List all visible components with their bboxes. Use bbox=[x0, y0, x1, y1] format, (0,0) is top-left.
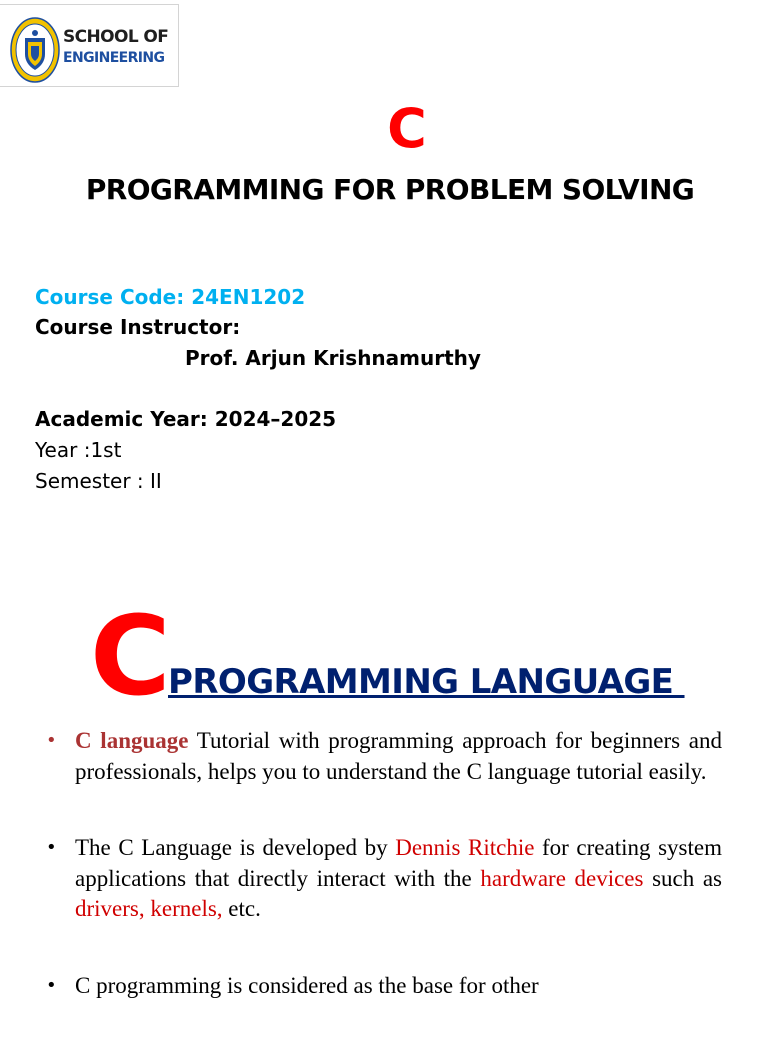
logo-text-line2: ENGINEERING bbox=[63, 50, 165, 66]
drivers-kernels-highlight: drivers, kernels, bbox=[75, 896, 223, 921]
bullet-dot: • bbox=[46, 837, 57, 858]
bullet3-text: C programming is considered as the base for other bbox=[75, 972, 539, 998]
big-letter-c: C bbox=[90, 592, 171, 720]
bullet2-part1: The C Language is developed by bbox=[75, 835, 396, 860]
semester-text: Semester : II bbox=[35, 469, 162, 493]
bullet-item-2 bbox=[46, 833, 722, 925]
bullet2-part2: for creating system applications that directly interact with the bbox=[75, 835, 722, 891]
school-seal-icon bbox=[10, 16, 60, 84]
year-text: Year :1st bbox=[35, 438, 122, 462]
bullet-item-3 bbox=[46, 971, 722, 1002]
logo-text-line1: SCHOOL OF bbox=[63, 27, 169, 47]
hardware-devices-highlight: hardware devices bbox=[480, 865, 644, 891]
bullet-list bbox=[46, 726, 722, 1047]
course-code: Course Code: 24EN1202 bbox=[35, 285, 306, 309]
instructor-name: Prof. Arjun Krishnamurthy bbox=[185, 346, 481, 370]
school-logo bbox=[0, 4, 179, 87]
bullet1-text: Tutorial with programming approach for beginners and professionals, helps you to understand the C language tutorial easily. bbox=[75, 728, 722, 784]
academic-year: Academic Year: 2024–2025 bbox=[35, 407, 337, 431]
bullet2-part3: such as bbox=[643, 865, 722, 891]
bullet2-part4: etc. bbox=[222, 896, 261, 921]
bullet-dot: • bbox=[46, 730, 57, 751]
bullet-dot: • bbox=[46, 974, 57, 996]
slide2-heading: PROGRAMMING LANGUAGE bbox=[168, 662, 685, 702]
dennis-ritchie-highlight: Dennis Ritchie bbox=[395, 835, 535, 860]
bullet-item-1 bbox=[46, 726, 722, 787]
course-title: PROGRAMMING FOR PROBLEM SOLVING bbox=[85, 173, 695, 206]
title-letter: C bbox=[387, 97, 427, 160]
c-language-term: C language bbox=[75, 728, 189, 753]
instructor-label: Course Instructor: bbox=[35, 315, 241, 339]
